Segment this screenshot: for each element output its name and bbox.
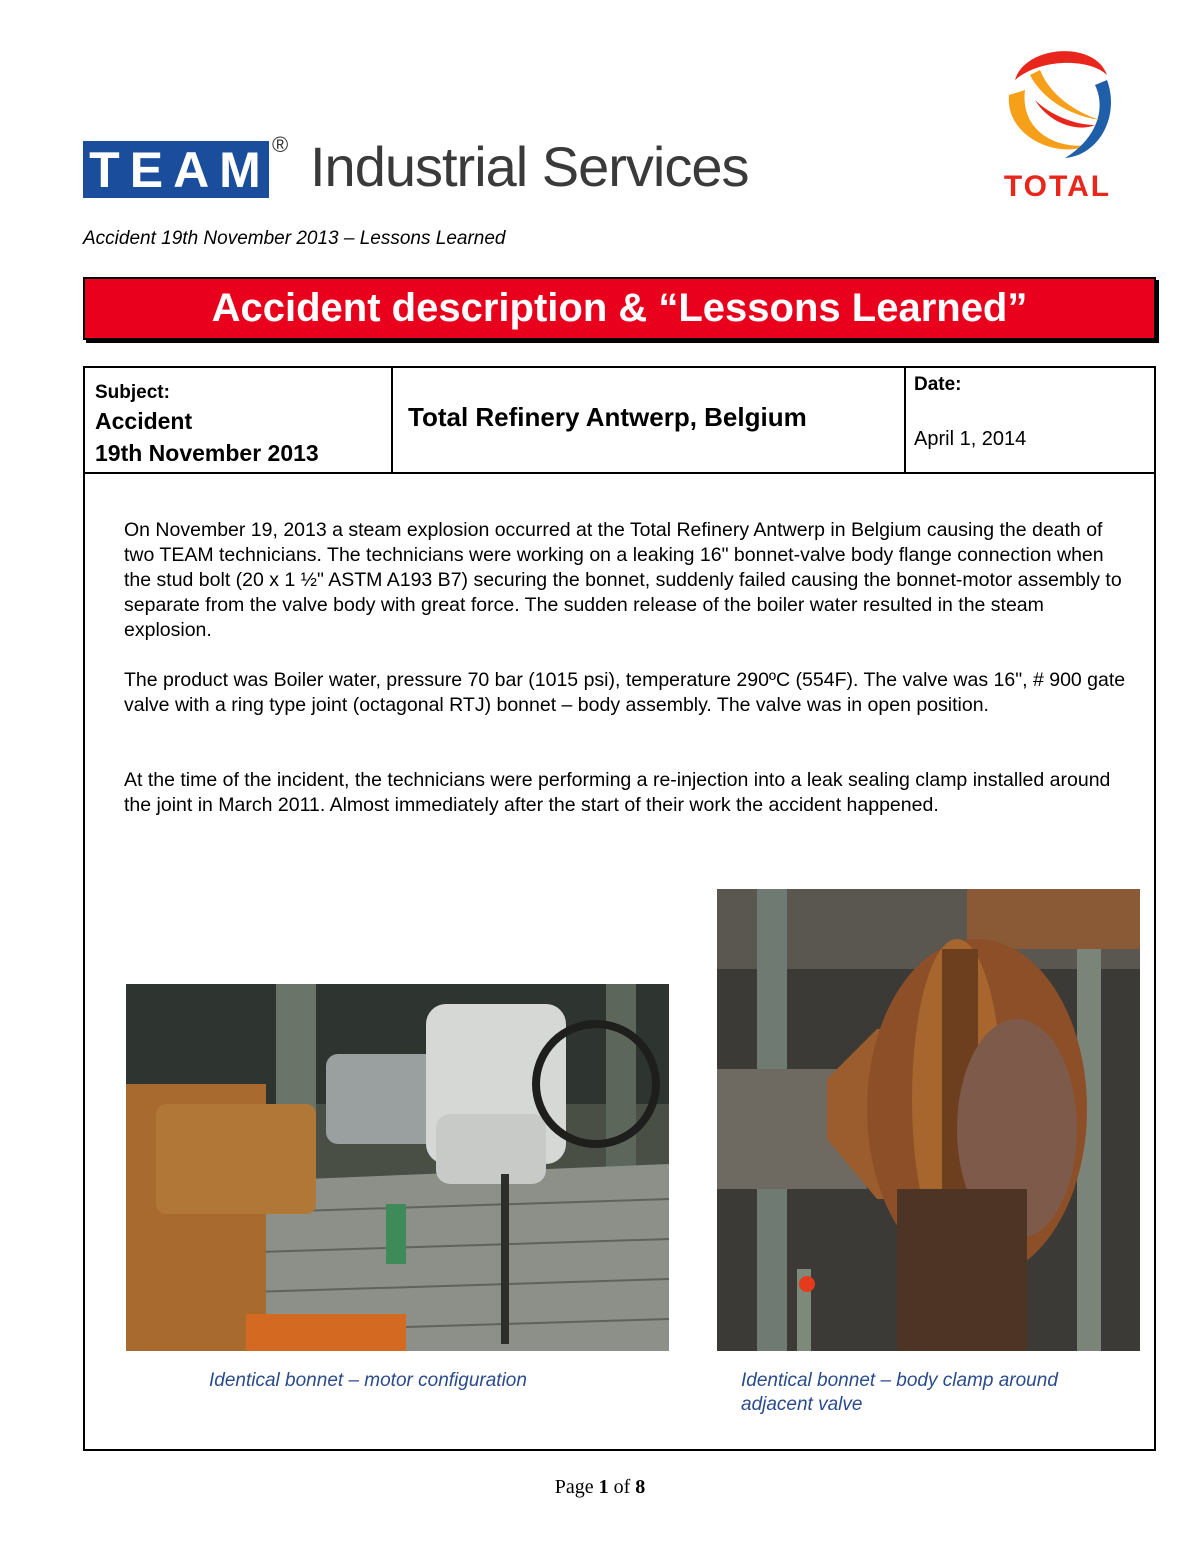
site-cell [393,368,906,472]
of-word: of [613,1476,631,1498]
subject-value-line1: Accident [95,408,193,434]
registered-mark: ® [272,132,289,157]
subject-label: Subject: [95,382,170,403]
document-subtitle: Accident 19th November 2013 – Lessons Learned [83,228,506,249]
subject-cell [85,368,393,472]
banner-title: Accident description & “Lessons Learned” [211,286,1028,330]
paragraph-work: At the time of the incident, the technicians were performing a re-injection into a leak sealing clamp installed around the joint in March 2011. Almost immediately after the start of their work the accident happened. [124,769,1111,816]
date-cell [906,368,1154,472]
subject-value-line2: 19th November 2013 [95,440,319,466]
page-number: 1 [598,1476,609,1498]
title-banner [83,277,1156,340]
page-total: 8 [635,1476,646,1498]
paragraph-incident: On November 19, 2013 a steam explosion occurred at the Total Refinery Antwerp in Belgium causing the death of two TEAM technicians. The technicians were working on a leaking 16" bonnet-valve body flange connection when the stud bolt (20 x 1 ½" ASTM A193 B7) securing the bonnet, suddenly failed causing the bonnet-motor assembly to separate from the valve body with great force. The sudden release of the boiler water resulted in the steam explosion. [124,519,1122,641]
date-label: Date: [914,374,962,395]
team-logo [83,141,269,198]
caption-left: Identical bonnet – motor configuration [209,1370,527,1391]
paragraph-product: The product was Boiler water, pressure 70 bar (1015 psi), temperature 290ºC (554F). The valve was 16", # 900 gate valve with a ring type joint (octagonal RTJ) bonnet – body assembly. The valve was in open position. [124,669,1126,716]
total-logo-wordmark: TOTAL [1003,170,1112,203]
page-footer [0,1476,1200,1499]
team-logo-text: TEAM [89,141,271,198]
page-word: Page [554,1476,594,1498]
site-name: Total Refinery Antwerp, Belgium [408,402,807,432]
company-name: Industrial Services [310,135,749,198]
info-table [83,366,1156,474]
date-value: April 1, 2014 [914,428,1027,450]
photo-bonnet-motor [126,984,669,1351]
photo-body-clamp [717,889,1140,1351]
description-box [83,472,1156,1451]
caption-right: Identical bonnet – body clamp around adjacent valve [741,1370,1058,1415]
